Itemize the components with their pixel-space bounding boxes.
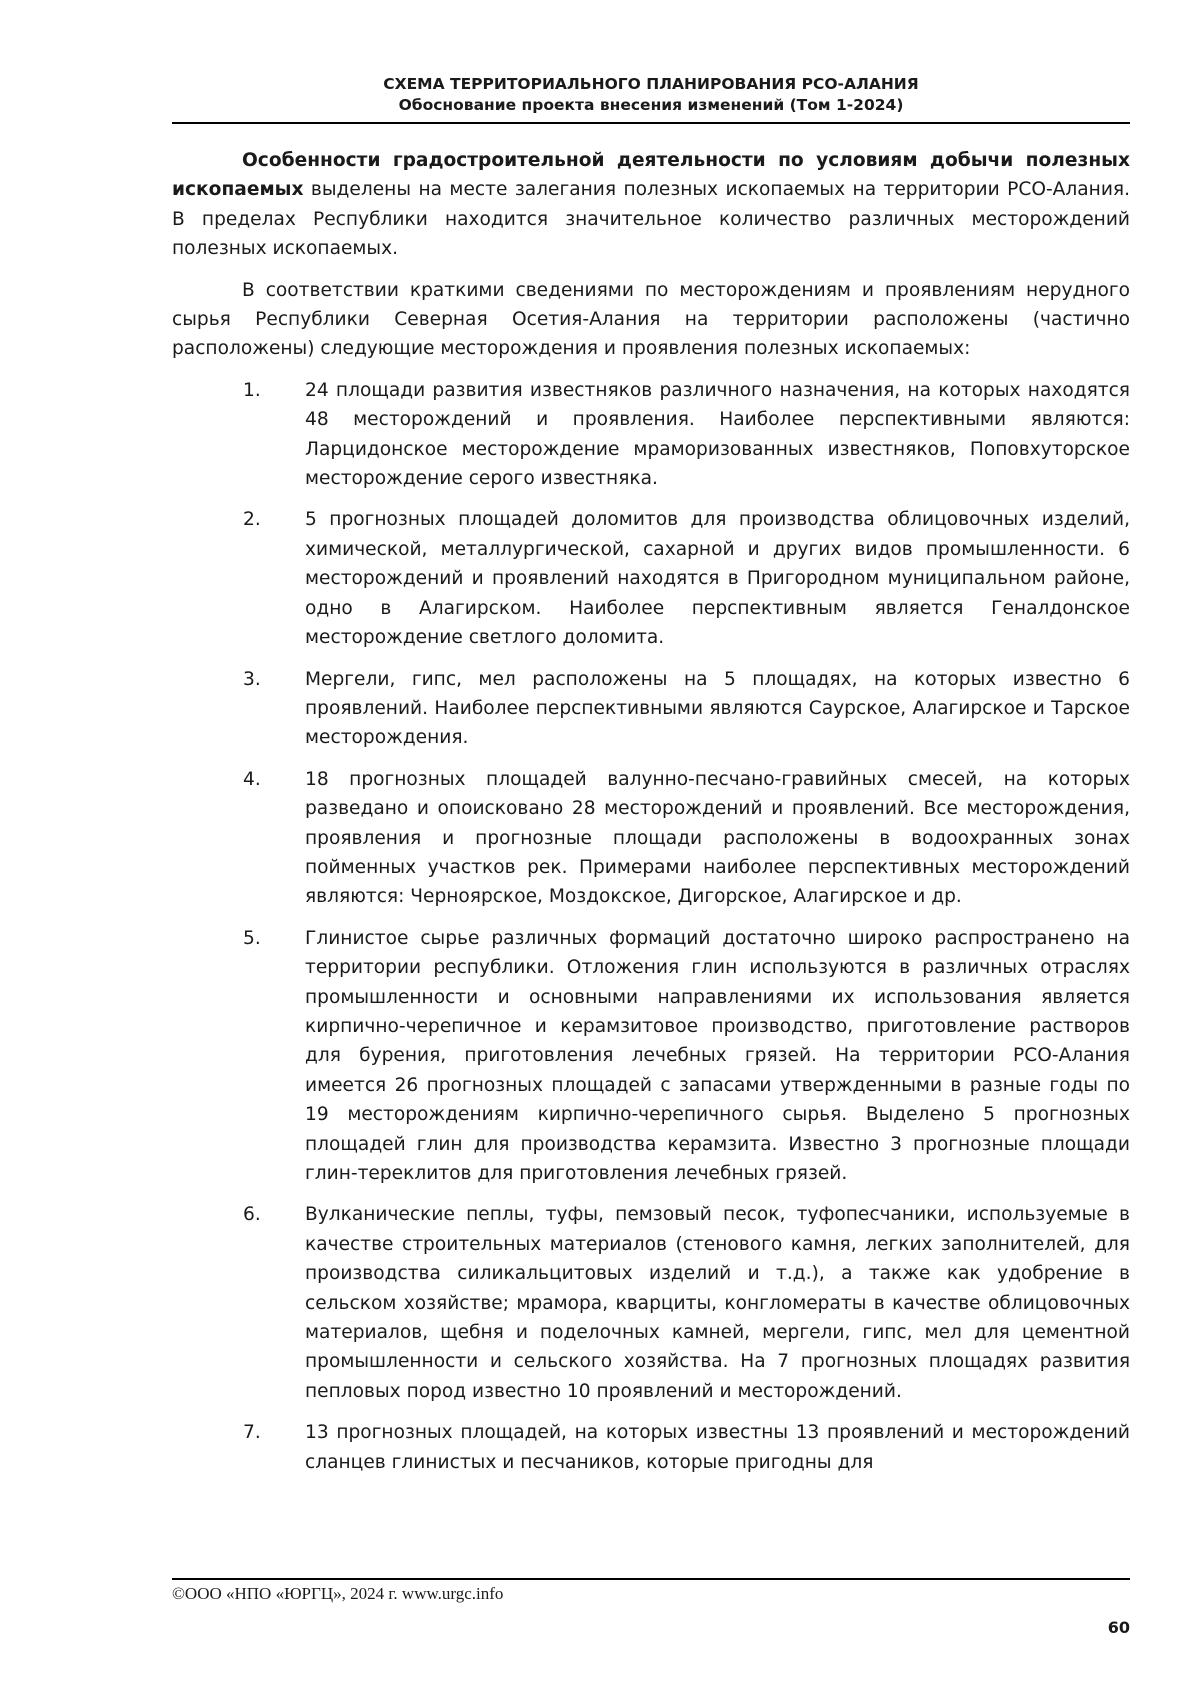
list-item-number: 2. xyxy=(243,509,261,531)
list-item-text: 5 прогнозных площадей доломитов для производства облицовочных изделий, химической, металлургической, сахарной и других видов промышленности. 6 месторождений и проявлений находятся в Пригородном муниципальном районе, одно в Алагирском. Наиболее перспективным является Геналдонское месторождение светлого доломита. xyxy=(305,509,1130,649)
intro-bold-lead: Особенности градостроительной деятельности по условиям добычи полезных ископаемых xyxy=(172,150,1130,201)
list-item xyxy=(172,1200,1130,1406)
list-item xyxy=(172,665,1130,753)
list-item-text: Вулканические пеплы, туфы, пемзовый песок, туфопесчаники, используемые в качестве строительных материалов (стенового камня, легких заполнителей, для производства силикальцитовых изделий и т.д.), а также как удобрение в сельском хозяйстве; мрамора, кварциты, конгломераты в качестве облицовочных материалов, щебня и поделочных камней, мергели, гипс, мел для цементной промышленности и сельского хозяйства. На 7 прогнозных площадях развития пепловых пород известно 10 проявлений и месторождений. xyxy=(305,1204,1130,1402)
list-item-number: 1. xyxy=(243,379,261,401)
list-item-number: 3. xyxy=(243,668,261,690)
list-item-number: 7. xyxy=(243,1422,261,1444)
list-item xyxy=(172,505,1130,652)
list-item-text: Мергели, гипс, мел расположены на 5 площадях, на которых известно 6 проявлений. Наиболее перспективными являются Саурское, Алагирское и Тарское месторождения. xyxy=(305,668,1130,749)
list-item-text: 24 площади развития известняков различного назначения, на которых находятся 48 месторождений и проявления. Наиболее перспективными являются: Ларцидонское месторождение мраморизованных известняков, Поповхуторское месторождение серого известняка. xyxy=(305,379,1130,490)
intro-text: выделены на месте залегания полезных ископаемых на территории РСО-Алания. В пределах Республики находится значительное количество различных месторождений полезных ископаемых. xyxy=(172,179,1130,260)
deposit-list xyxy=(172,376,1130,1477)
list-item-number: 5. xyxy=(243,927,261,949)
footer-copyright: ©ООО «НПО «ЮРГЦ», 2024 г. www.urgc.info xyxy=(172,1584,504,1603)
list-item xyxy=(172,765,1130,912)
header-title: СХЕМА ТЕРРИТОРИАЛЬНОГО ПЛАНИРОВАНИЯ РСО-АЛАНИЯ xyxy=(383,75,919,93)
list-item xyxy=(172,1418,1130,1477)
list-item-text: 18 прогнозных площадей валунно-песчано-гравийных смесей, на которых разведано и опоисковано 28 месторождений и проявлений. Все месторождения, проявления и прогнозные площади расположены в водоохранных зонах пойменных участков рек. Примерами наиболее перспективных месторождений являются: Черноярское, Моздокское, Дигорское, Алагирское и др. xyxy=(305,768,1130,908)
page-number: 60 xyxy=(1107,1618,1130,1637)
list-item-text: 13 прогнозных площадей, на которых известны 13 проявлений и месторождений сланцев глинистых и песчаников, которые пригодны для xyxy=(305,1422,1130,1473)
footer-divider xyxy=(172,1578,1130,1580)
intro-paragraph xyxy=(172,146,1130,264)
document-body xyxy=(172,146,1130,1489)
list-item-text: Глинистое сырье различных формаций достаточно широко распространено на территории республики. Отложения глин используются в различных отраслях промышленности и основными направлениями их использования является кирпично-черепичное и керамзитовое производство, приготовление растворов для бурения, приготовления лечебных грязей. На территории РСО-Алания имеется 26 прогнозных площадей с запасами утвержденными в разные годы по 19 месторождениям кирпично-черепичного сырья. Выделено 5 прогнозных площадей глин для производства керамзита. Известно 3 прогнозные площади глин-тереклитов для приготовления лечебных грязей. xyxy=(305,927,1130,1184)
page-header xyxy=(172,74,1130,116)
context-paragraph: В соответствии краткими сведениями по месторождениям и проявлениям нерудного сырья Республики Северная Осетия-Алания на территории расположены (частично расположены) следующие месторождения и проявления полезных ископаемых: xyxy=(172,279,1130,360)
list-item-number: 4. xyxy=(243,768,261,790)
header-divider xyxy=(172,122,1130,124)
list-item xyxy=(172,924,1130,1189)
list-item xyxy=(172,376,1130,494)
header-subtitle: Обоснование проекта внесения изменений (Том 1-2024) xyxy=(398,96,904,114)
list-item-number: 6. xyxy=(243,1204,261,1226)
